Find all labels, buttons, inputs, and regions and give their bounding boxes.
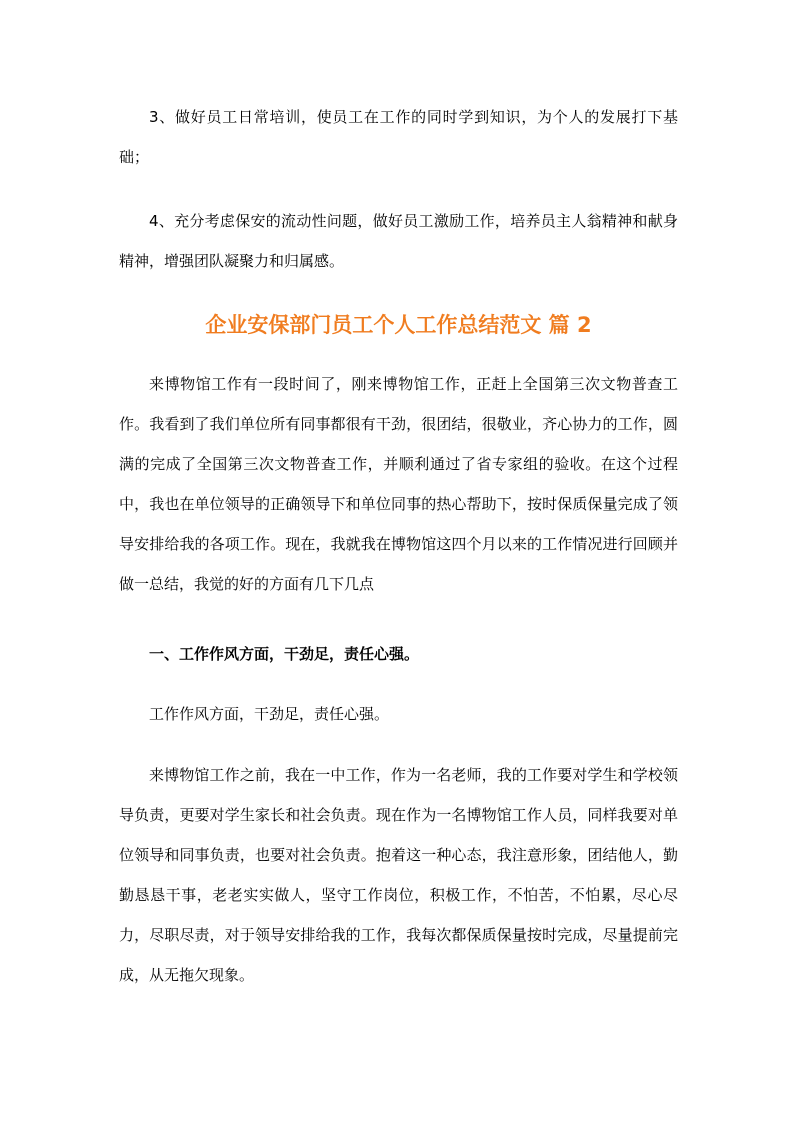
- subheading-work-style: 一、工作作风方面，干劲足，责任心强。: [149, 645, 420, 663]
- section-title: 企业安保部门员工个人工作总结范文 篇 2: [205, 313, 592, 337]
- paragraph-intro: 来博物馆工作有一段时间了，刚来博物馆工作，正赶上全国第三次文物普查工作。我看到了我们单位所有同事都很有干劲，很团结，很敬业，齐心协力的工作，圆满的完成了全国第三次文物普查工作，并顺利通过了省专家组的验收。在这个过程中，我也在单位领导的正确领导下和单位同事的热心帮助下，按时保质保量完成了领导安排给我的各项工作。现在，我就我在博物馆这四个月以来的工作情况进行回顾并做一总结，我觉的好的方面有几下几点: [119, 375, 678, 593]
- paragraph-item-3: 3、做好员工日常培训，使员工在工作的同时学到知识，为个人的发展打下基础；: [119, 108, 678, 166]
- paragraph-work-style: 工作作风方面，干劲足，责任心强。: [149, 705, 390, 723]
- paragraph-body: 来博物馆工作之前，我在一中工作，作为一名老师，我的工作要对学生和学校领导负责，更要对学生家长和社会负责。现在作为一名博物馆工作人员，同样我要对单位领导和同事负责，也要对社会负责。抱着这一种心态，我注意形象，团结他人，勤勤恳恳干事，老老实实做人，坚守工作岗位，积极工作，不怕苦，不怕累，尽心尽力，尽职尽责，对于领导安排给我的工作，我每次都保质保量按时完成，尽量提前完成，从无拖欠现象。: [119, 766, 678, 984]
- paragraph-item-4: 4、充分考虑保安的流动性问题，做好员工激励工作，培养员主人翁精神和献身精神，增强团队凝聚力和归属感。: [119, 212, 678, 270]
